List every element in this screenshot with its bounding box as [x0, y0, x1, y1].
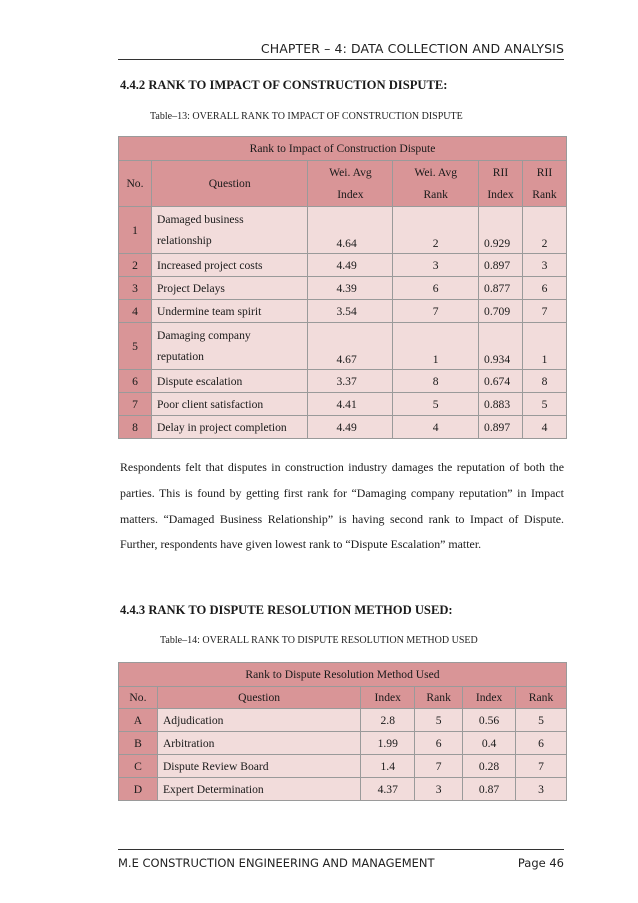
method-name: Dispute Review Board [157, 755, 360, 778]
row-letter: A [119, 709, 158, 732]
rii-rank: 1 [523, 323, 567, 370]
col-header-wavg-top: Wei. Avg [308, 161, 393, 184]
chapter-header: CHAPTER – 4: DATA COLLECTION AND ANALYSIS [260, 41, 564, 56]
wei-avg-rank: 6 [393, 277, 479, 300]
col-header-rii-bottom: Index [479, 184, 523, 207]
row-number: 3 [119, 277, 152, 300]
rii-index: 0.929 [479, 207, 523, 254]
table-row [119, 416, 567, 439]
method-rii-index: 0.4 [463, 732, 516, 755]
question-line-1: Poor client satisfaction [156, 397, 264, 411]
rii-rank: 8 [523, 370, 567, 393]
question-line-2: reputation [156, 350, 204, 363]
rii-index: 0.897 [479, 416, 523, 439]
row-number: 4 [119, 300, 152, 323]
row-number: 6 [119, 370, 152, 393]
wei-avg-rank: 4 [393, 416, 479, 439]
question-cell [151, 416, 308, 439]
table-row [119, 709, 567, 732]
row-number: 1 [119, 207, 152, 254]
footer-program: M.E CONSTRUCTION ENGINEERING AND MANAGEMENT [118, 856, 435, 870]
col-header-rii-index: Index [463, 687, 516, 709]
resolution-table-body [119, 709, 567, 801]
method-rank: 5 [415, 709, 463, 732]
table-row [119, 254, 567, 277]
question-cell [151, 370, 308, 393]
question-line-1: Damaged business [156, 213, 244, 226]
table-row [119, 323, 567, 370]
question-line-1: Delay in project completion [156, 420, 287, 434]
method-index: 1.99 [361, 732, 415, 755]
col-header-no: No. [119, 161, 152, 207]
method-rank: 7 [415, 755, 463, 778]
method-rii-rank: 7 [516, 755, 567, 778]
table-row [119, 277, 567, 300]
row-number: 7 [119, 393, 152, 416]
row-letter: D [119, 778, 158, 801]
table-row [119, 732, 567, 755]
method-rii-rank: 5 [516, 709, 567, 732]
section-heading-442: 4.4.2 RANK TO IMPACT OF CONSTRUCTION DISPUTE: [120, 78, 448, 92]
method-rank: 3 [415, 778, 463, 801]
question-line-1: Project Delays [156, 281, 225, 295]
row-letter: B [119, 732, 158, 755]
col-header-question: Question [151, 161, 308, 207]
table-row [119, 207, 567, 254]
rii-rank: 6 [523, 277, 567, 300]
wei-avg-index: 3.37 [308, 370, 393, 393]
method-name: Arbitration [157, 732, 360, 755]
col-header-rii-top: RII [479, 161, 523, 184]
wei-avg-index: 4.64 [308, 207, 393, 254]
table-row [119, 300, 567, 323]
rii-index: 0.897 [479, 254, 523, 277]
rii-index: 0.877 [479, 277, 523, 300]
method-rii-index: 0.87 [463, 778, 516, 801]
method-rii-rank: 6 [516, 732, 567, 755]
rii-index: 0.934 [479, 323, 523, 370]
wei-avg-index: 4.49 [308, 254, 393, 277]
table-row [119, 778, 567, 801]
col-header-question: Question [157, 687, 360, 709]
method-rii-index: 0.28 [463, 755, 516, 778]
method-rank: 6 [415, 732, 463, 755]
table-row [119, 755, 567, 778]
header-rule [118, 59, 564, 60]
rii-rank: 5 [523, 393, 567, 416]
table-row [119, 393, 567, 416]
method-rii-rank: 3 [516, 778, 567, 801]
rii-index: 0.674 [479, 370, 523, 393]
wei-avg-rank: 2 [393, 207, 479, 254]
table-row [119, 370, 567, 393]
wei-avg-rank: 8 [393, 370, 479, 393]
page-number: Page 46 [517, 856, 564, 870]
rii-rank: 7 [523, 300, 567, 323]
question-line-1: Damaging company [156, 329, 251, 342]
table-14-title: Rank to Dispute Resolution Method Used [119, 663, 567, 687]
wei-avg-rank: 5 [393, 393, 479, 416]
resolution-method-table [118, 662, 567, 801]
table-14-caption: Table–14: OVERALL RANK TO DISPUTE RESOLUTION METHOD USED [160, 635, 478, 646]
rii-index: 0.883 [479, 393, 523, 416]
method-index: 4.37 [361, 778, 415, 801]
wei-avg-index: 4.67 [308, 323, 393, 370]
question-cell [151, 323, 308, 370]
impact-dispute-table [118, 136, 567, 439]
row-number: 2 [119, 254, 152, 277]
method-index: 1.4 [361, 755, 415, 778]
row-number: 5 [119, 323, 152, 370]
col-header-wrank-bottom: Rank [393, 184, 479, 207]
question-line-2: relationship [156, 234, 212, 247]
col-header-riirank-top: RII [523, 161, 567, 184]
rii-index: 0.709 [479, 300, 523, 323]
wei-avg-rank: 7 [393, 300, 479, 323]
question-cell [151, 207, 308, 254]
row-letter: C [119, 755, 158, 778]
section-heading-443: 4.4.3 RANK TO DISPUTE RESOLUTION METHOD USED: [120, 603, 453, 617]
wei-avg-index: 3.54 [308, 300, 393, 323]
col-header-wrank-top: Wei. Avg [393, 161, 479, 184]
method-index: 2.8 [361, 709, 415, 732]
wei-avg-index: 4.41 [308, 393, 393, 416]
table-13-title: Rank to Impact of Construction Dispute [119, 137, 567, 161]
question-cell [151, 254, 308, 277]
col-header-no: No. [119, 687, 158, 709]
rii-rank: 3 [523, 254, 567, 277]
wei-avg-index: 4.39 [308, 277, 393, 300]
wei-avg-rank: 1 [393, 323, 479, 370]
row-number: 8 [119, 416, 152, 439]
analysis-paragraph: Respondents felt that disputes in construction industry damages the reputation of both the parties. This is found by getting first rank for “Damaging company reputation” in Impact matters. “Damaged Business Relationship” is having second rank to Impact of Dispute. Further, respondents have given lowest rank to “Dispute Escalation” matter. [120, 460, 564, 552]
question-line-1: Dispute escalation [156, 374, 243, 388]
question-cell [151, 393, 308, 416]
question-line-1: Increased project costs [156, 258, 263, 272]
impact-table-body [119, 207, 567, 439]
question-line-1: Undermine team spirit [156, 304, 262, 318]
question-cell [151, 300, 308, 323]
footer-rule [118, 849, 564, 850]
method-rii-index: 0.56 [463, 709, 516, 732]
method-name: Expert Determination [157, 778, 360, 801]
col-header-rank: Rank [415, 687, 463, 709]
method-name: Adjudication [157, 709, 360, 732]
rii-rank: 4 [523, 416, 567, 439]
col-header-rii-rank: Rank [516, 687, 567, 709]
wei-avg-rank: 3 [393, 254, 479, 277]
col-header-riirank-bottom: Rank [523, 184, 567, 207]
question-cell [151, 277, 308, 300]
col-header-index: Index [361, 687, 415, 709]
col-header-wavg-bottom: Index [308, 184, 393, 207]
table-13-caption: Table–13: OVERALL RANK TO IMPACT OF CONSTRUCTION DISPUTE [150, 111, 463, 122]
rii-rank: 2 [523, 207, 567, 254]
wei-avg-index: 4.49 [308, 416, 393, 439]
